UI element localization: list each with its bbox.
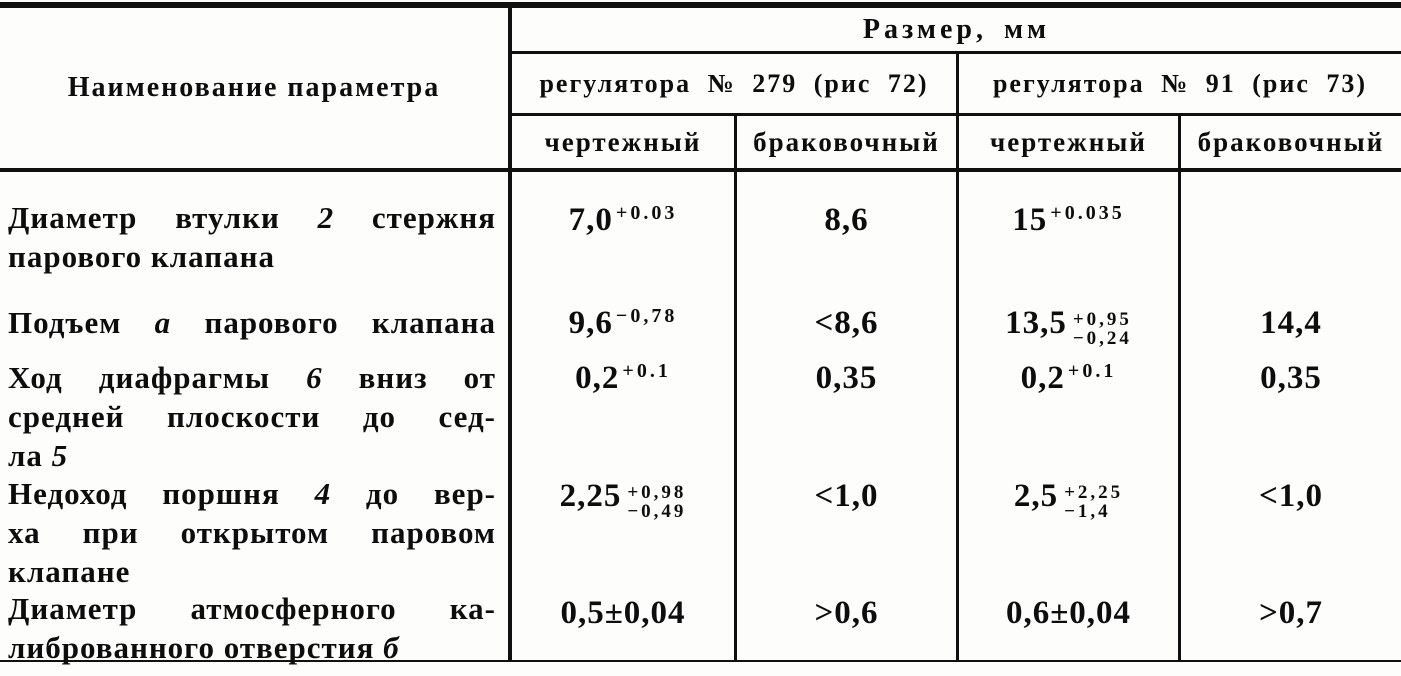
tolerance-upper: +0,98 xyxy=(627,482,687,503)
table-grid xyxy=(0,2,1401,665)
value-base: 8,6 xyxy=(824,202,869,238)
parameter-cell xyxy=(0,585,508,665)
value-base: <1,0 xyxy=(1258,478,1324,514)
value-base: 2,25 xyxy=(559,478,622,514)
parameter-text-line xyxy=(8,198,496,237)
value-cell xyxy=(956,354,1178,464)
parameter-text: средней плоскости до сед- xyxy=(8,399,496,434)
item-number-ref: 4 xyxy=(314,476,332,511)
tolerance-lower: −1,4 xyxy=(1064,501,1111,522)
tolerance-upper: +0.1 xyxy=(622,360,671,382)
subcol-header-brakovochny-279: браковочный xyxy=(734,116,956,172)
tolerance-stack xyxy=(1073,310,1132,348)
item-number-ref: 6 xyxy=(306,360,323,395)
value-cell xyxy=(734,354,956,464)
value-cell xyxy=(1178,585,1401,660)
parameter-text: клапане xyxy=(8,554,131,589)
parameter-text: парового клапана xyxy=(8,239,275,274)
item-number-ref: а xyxy=(154,305,172,340)
value-base: 14,4 xyxy=(1260,305,1322,341)
value-base: >0,7 xyxy=(1258,595,1324,631)
value-cell xyxy=(956,585,1178,660)
value-cell xyxy=(956,295,1178,354)
parameter-text-line xyxy=(8,628,496,667)
parameter-text: Подъем xyxy=(8,305,155,340)
value-base: <8,6 xyxy=(814,305,879,341)
parameter-text: Диаметр атмосферного ка- xyxy=(8,591,496,626)
value-base: 0,2 xyxy=(575,360,620,396)
parameter-text: ла xyxy=(8,438,52,473)
value-base: 15 xyxy=(1012,202,1048,238)
regulator-279-header: регулятора № 279 (рис 72) xyxy=(508,54,956,116)
tolerance-lower: −0,78 xyxy=(615,305,678,327)
value-base: 0,35 xyxy=(815,360,878,396)
tolerance-lower: −0,24 xyxy=(1072,328,1132,349)
value-cell xyxy=(956,172,1178,295)
parameter-text: Ход диафрагмы xyxy=(8,360,307,395)
parameter-text: Недоход поршня xyxy=(8,476,315,511)
value-cell xyxy=(734,585,956,660)
parameter-text: ха при открытом паровом xyxy=(8,515,496,550)
value-cell xyxy=(956,464,1178,585)
value-cell xyxy=(734,464,956,585)
value-base: 2,5 xyxy=(1013,478,1059,514)
parameter-cell xyxy=(0,464,508,589)
item-number-ref: б xyxy=(383,630,400,665)
tolerance-stack xyxy=(1064,483,1123,521)
parameter-cell xyxy=(0,295,508,354)
parameter-text-line xyxy=(8,358,496,397)
value-cell xyxy=(508,172,734,295)
regulator-91-header: регулятора № 91 (рис 73) xyxy=(956,54,1401,116)
tolerance-upper: +0.1 xyxy=(1067,360,1117,382)
parameter-text-line xyxy=(8,397,496,436)
value-base: >0,6 xyxy=(814,595,879,631)
value-cell xyxy=(1178,464,1401,585)
value-cell xyxy=(1178,172,1401,295)
value-cell xyxy=(508,585,734,660)
param-column-header: Наименование параметра xyxy=(0,8,508,172)
parameter-text: Диаметр втулки xyxy=(8,200,318,235)
subcol-header-brakovochny-91: браковочный xyxy=(1178,116,1401,172)
item-number-ref: 2 xyxy=(317,200,335,235)
parameter-text-line xyxy=(8,303,496,342)
value-cell xyxy=(1178,354,1401,464)
tolerance-stack xyxy=(627,483,686,521)
size-header: Размер, мм xyxy=(508,8,1401,54)
subcol-header-chertezhny-91: чертежный xyxy=(956,116,1178,172)
value-cell xyxy=(508,295,734,354)
value-cell xyxy=(734,295,956,354)
parameter-text: вниз от xyxy=(322,360,496,395)
parameter-text: до вер- xyxy=(331,476,497,511)
tolerance-upper: +0.03 xyxy=(615,202,678,224)
value-base: 0,35 xyxy=(1260,360,1322,396)
parameter-text: стержня xyxy=(334,200,496,235)
parameter-text-line xyxy=(8,589,496,628)
parameter-cell xyxy=(0,172,508,295)
subcol-header-chertezhny-279: чертежный xyxy=(508,116,734,172)
value-cell xyxy=(508,354,734,464)
tolerance-upper: +0,95 xyxy=(1072,309,1132,330)
value-cell xyxy=(508,464,734,585)
parameter-text-line xyxy=(8,513,496,552)
value-base: 0,2 xyxy=(1020,360,1065,396)
value-base: 0,5±0,04 xyxy=(560,595,686,631)
value-base: 0,6±0,04 xyxy=(1005,595,1132,631)
tolerance-upper: +0.035 xyxy=(1050,202,1125,224)
value-cell xyxy=(734,172,956,295)
value-cell xyxy=(1178,295,1401,354)
tolerance-upper: +2,25 xyxy=(1064,482,1124,503)
parameter-text: парового клапана xyxy=(171,305,496,340)
parameter-text-line xyxy=(8,237,496,276)
parameter-text: либрованного отверстия xyxy=(8,630,384,665)
parameter-text-line xyxy=(8,474,496,513)
tolerance-lower: −0,49 xyxy=(627,501,687,522)
value-base: 7,0 xyxy=(568,202,613,238)
value-base: 9,6 xyxy=(568,305,613,341)
item-number-ref: 5 xyxy=(51,438,69,473)
value-base: 13,5 xyxy=(1005,305,1067,341)
value-base: <1,0 xyxy=(814,478,879,514)
parameter-cell xyxy=(0,354,508,473)
